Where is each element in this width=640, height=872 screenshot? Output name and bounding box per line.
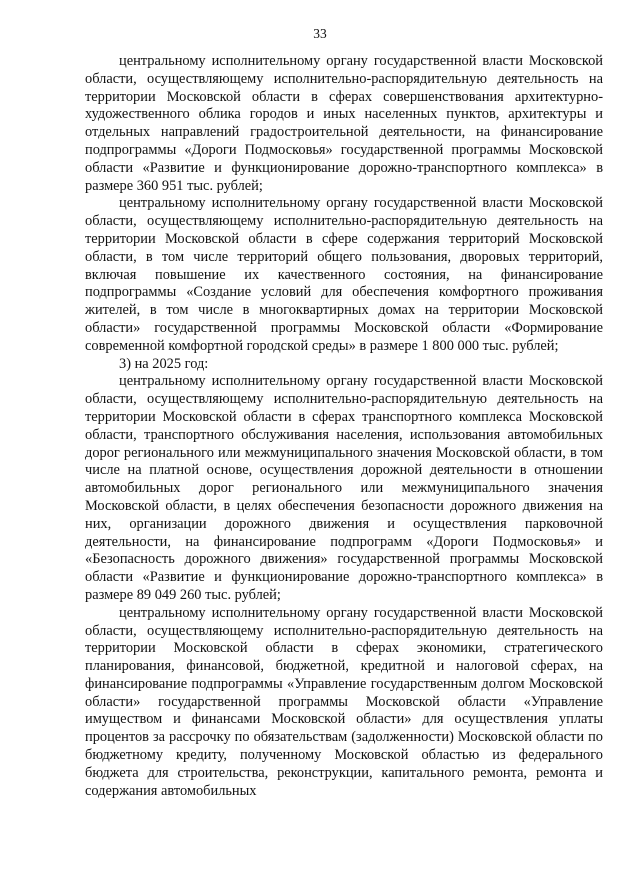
list-item-year-2025: 3) на 2025 год: bbox=[119, 355, 209, 372]
paragraph-architecture-funding: центральному исполнительному органу государственной власти Московской области, осуществляющему исполнительно-распорядительную деятельность на территории Московской области в сферах совершенствования архитектурно-художественного облика городов и иных населенных пунктов, архитектуры и отдельных направлений градостроительной деятельности, на финансирование подпрограммы «Дороги Подмосковья» государственной программы Московской области «Развитие и функционирование дорожно-транспортного комплекса» в размере 360 951 тыс. рублей; bbox=[85, 53, 603, 194]
page-number: 33 bbox=[313, 26, 327, 41]
paragraph-debt-management-funding: центральному исполнительному органу государственной власти Московской области, осуществляющему исполнительно-распорядительную деятельность на территории Московской области в сферах экономики, стратегического планирования, финансовой, бюджетной, кредитной и налоговой сферах, на финансирование подпрограммы «Управление государственным долгом Московской области» государственной программы Московской области «Управление имуществом и финансами Московской области» для осуществления уплаты процентов за рассрочку по обязательствам (задолженности) Московской области по бюджетному кредиту, полученному Московской областью из федерального бюджета для строительства, реконструкции, капитального ремонта, ремонта и содержания автомобильных bbox=[85, 604, 603, 799]
paragraph-comfortable-environment-funding: центральному исполнительному органу государственной власти Московской области, осуществляющему исполнительно-распорядительную деятельность на территории Московской области в сфере содержания территорий Московской области, в том числе территорий общего пользования, дворовых территорий, включая повышение их качественного состояния, на финансирование подпрограммы «Создание условий для обеспечения комфортного проживания жителей, в том числе в многоквартирных домах на территории Московской области» государственной программы Московской области «Формирование современной комфортной городской среды» в размере 1 800 000 тыс. рублей; bbox=[85, 195, 603, 354]
document-body bbox=[85, 53, 603, 800]
paragraph-transport-funding: центральному исполнительному органу государственной власти Московской области, осуществляющему исполнительно-распорядительную деятельность на территории Московской области в сферах транспортного комплекса Московской области, транспортного обслуживания населения, использования автомобильных дорог регионального или межмуниципального значения Московской области, в том числе на платной основе, осуществления дорожной деятельности в отношении автомобильных дорог регионального или межмуниципального значения Московской области, в целях обеспечения безопасности дорожного движения на них, организации дорожного движения и осуществления парковочной деятельности, на финансирование подпрограмм «Дороги Подмосковья» и «Безопасность дорожного движения» государственной программы Московской области «Развитие и функционирование дорожно-транспортного комплекса» в размере 89 049 260 тыс. рублей; bbox=[85, 373, 603, 603]
